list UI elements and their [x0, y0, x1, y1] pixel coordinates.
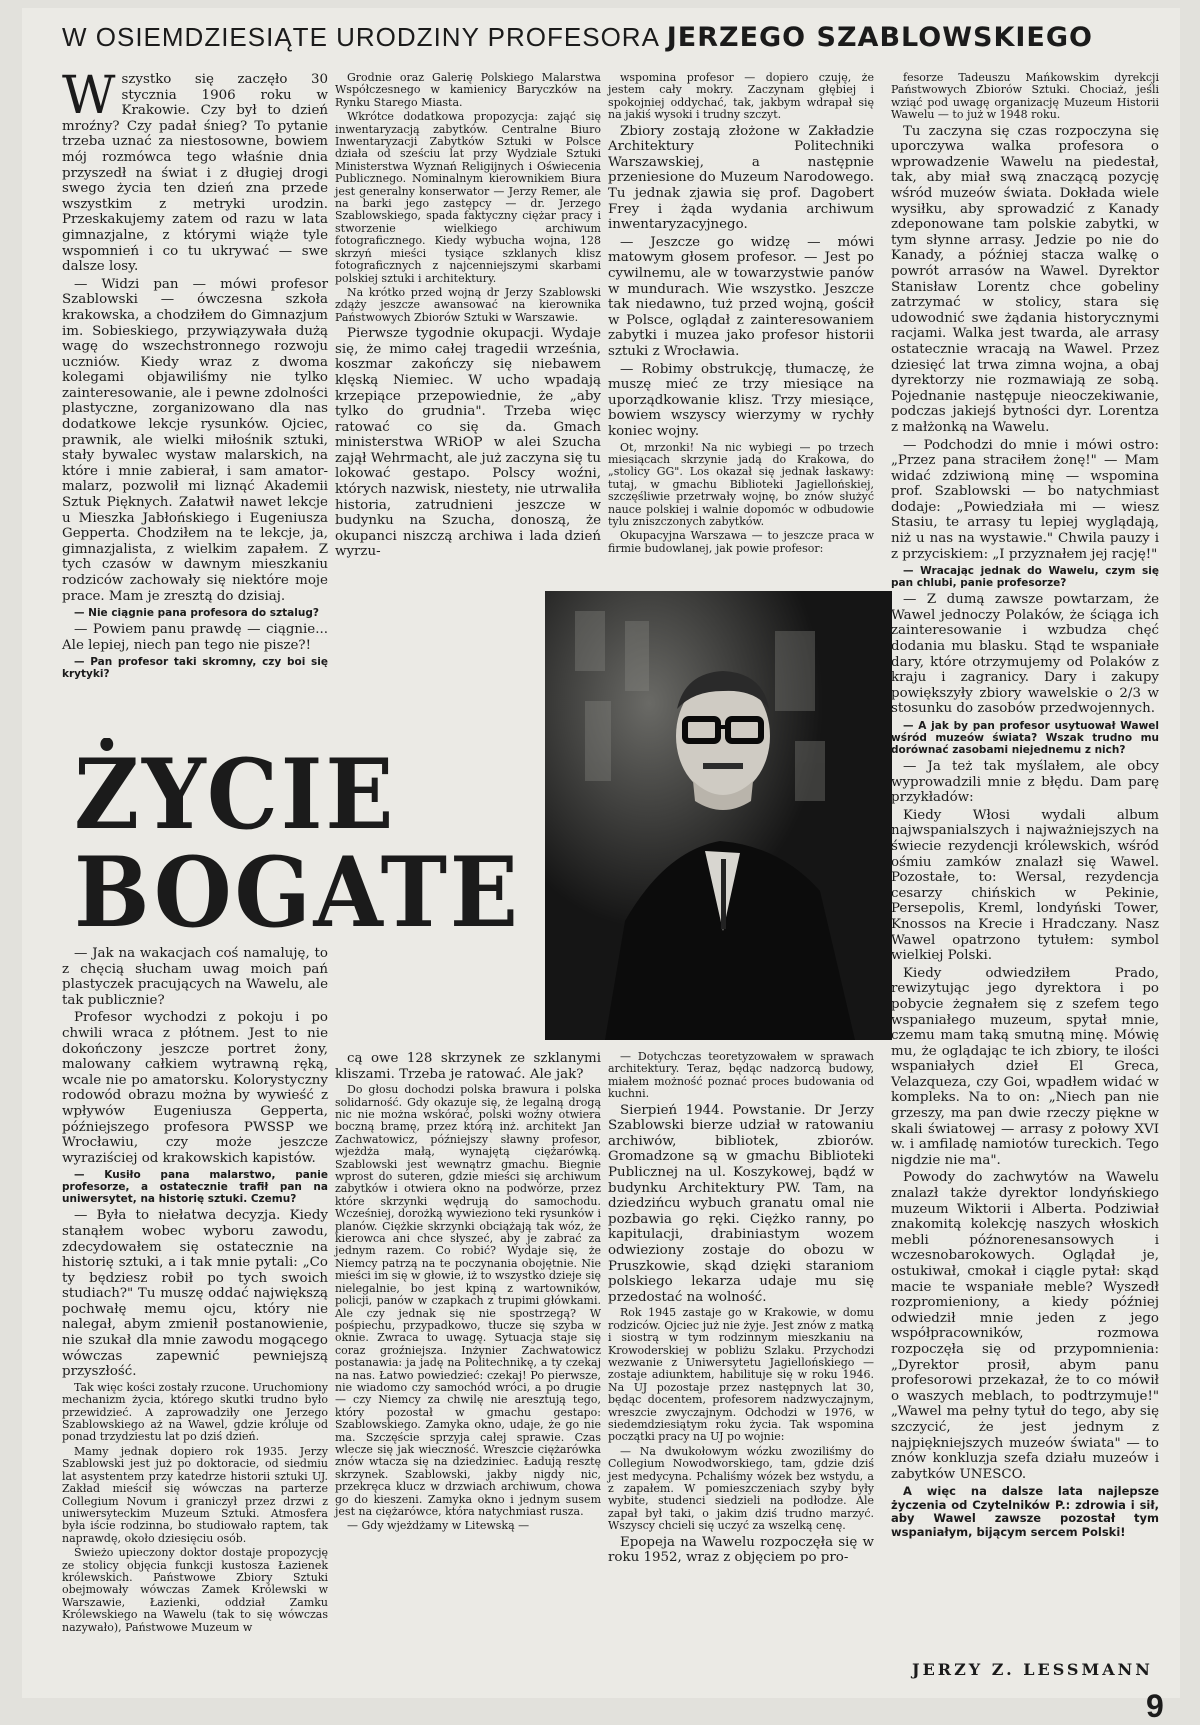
closing-wishes: A więc na dalsze lata najlepsze życzenia od Czytelników P.: zdrowia i sił, aby Wawel zawsze pozostał tym wspaniałym, bijącym sercem Polski!: [891, 1484, 1159, 1539]
interview-question: — A jak by pan profesor usytuował Wawel wśród muzeów świata? Wszak trudno mu dorównać zasobami niejednemu z nich?: [891, 720, 1159, 756]
paragraph: — Ja też tak myślałem, ale obcy wyprowadzili mnie z błędu. Dam parę przykładów:: [891, 759, 1159, 806]
title-line-1: ŻYCIE: [74, 738, 397, 851]
paragraph: — Robimy obstrukcję, tłumaczę, że muszę mieć ze trzy miesiące na uporządkowanie klisz. Trzy miesiące, bowiem wszyscy wierzymy w rychły koniec wojny.: [608, 361, 874, 439]
small-paragraph: Okupacyjna Warszawa — to jeszcze praca w firmie budowlanej, jak powie profesor:: [608, 529, 874, 555]
small-paragraph: — Na dwukołowym wózku zwoziliśmy do Collegium Nowodworskiego, tam, gdzie dziś jest medycyna. Pchaliśmy wózek bez wstydu, a z zapałem. W pomieszczeniach szyby były wybite, studenci siedzieli na podłodze. Ale zapał był taki, o jakim dziś trudno marzyć. Wszyscy chcieli się uczyć za wszelką cenę.: [608, 1444, 874, 1533]
paragraph: Kiedy Włosi wydali album najwspanialszych i najważniejszych na świecie rezydencji królewskich, wśród ośmiu zamków znalazł się Wawel. Pozostałe, to: Wersal, rezydencja cesarzy chińskich w Pekinie, Persepolis, Kreml, londyński Tower, Knossos na Krecie i Hradczany. Nasz Wawel opatrzono tytułem: symbol wielkiej Polski.: [891, 807, 1159, 964]
interview-question: — Wracając jednak do Wawelu, czym się pan chlubi, panie profesorze?: [891, 565, 1159, 590]
paragraph: — Jak na wakacjach coś namaluję, to z chęcią słucham uwag moich pań plastyczek pracujących na Wawelu, ale tak publicznie?: [62, 946, 328, 1008]
column-3-bottom: [608, 1051, 874, 1568]
paragraph: — Jeszcze go widzę — mówi matowym głosem profesor. — Jest po cywilnemu, ale w towarzystwie panów w mundurach. Wie wszystko. Jeszcze tak niedawno, tuż przed wojną, gościł w Polsce, oglądał z zainteresowaniem zabytki i muzea jako profesor historii sztuki z Wrocławia.: [608, 234, 874, 359]
small-paragraph: wspomina profesor — dopiero czuję, że jestem cały mokry. Zaczynam głębiej i spokojniej oddychać, tak, jakbym wdrapał się na jakiś wysoki i trudny szczyt.: [608, 71, 874, 122]
paragraph: — Z dumą zawsze powtarzam, że Wawel jednoczy Polaków, że ściąga ich zainteresowanie i wzbudza chęć dodania mu blasku. Stąd te wspaniałe dary, które otrzymujemy od Polaków z kraju i zagranicy. Dary i zakupy powiększyły zbiory wawelskie o 2/3 w stosunku do zasobów przedwojennych.: [891, 592, 1159, 717]
small-paragraph: Mamy jednak dopiero rok 1935. Jerzy Szablowski jest już po doktoracie, od siedmiu lat asystentem przy katedrze historii sztuki UJ. Zakład mieścił się wówczas na parterze Collegium Novum i graniczył przez drzwi z uniwersyteckim Muzeum Sztuki. Atmosfera była iście rodzinna, bo studiowało raptem, tak naprawdę, około dziesięciu osób.: [62, 1444, 328, 1545]
page-number: 9: [1146, 1688, 1164, 1724]
interview-question: — Nie ciągnie pana profesora do sztalug?: [74, 607, 319, 620]
portrait-illustration: [545, 591, 892, 1040]
paragraph: Sierpień 1944. Powstanie. Dr Jerzy Szablowski bierze udział w ratowaniu archiwów, bibliotek, zbiorów. Gromadzone są w gmachu Biblioteki Publicznej na ul. Koszykowej, bądź w budynku Architektury PW. Tam, na dziedzińcu wybuch granatu omal nie pozbawia go ręki. Ciężko ranny, po kapitulacji, drabiniastym wozem odwieziony zostaje do obozu w Pruszkowie, skąd dzięki staraniom polskiego lekarza udaje mu się przedostać na wolność.: [608, 1102, 874, 1305]
paragraph: Pierwsze tygodnie okupacji. Wydaje się, że mimo całej tragedii września, koszmar zakończy się niebawem klęską Niemiec. W ucho wpadają krzepiące przepowiednie, że „aby tylko do grudnia". Trzeba więc ratować co się da. Gmach ministerstwa WRiOP w alei Szucha zajął Wehrmacht, ale już zaczyna się tu lokować gestapo. Polscy woźni, których nazwisk, niestety, nie utrwaliła historia, zatrudnieni jeszcze w budynku na Szucha, donoszą, że okupanci niszczą archiwa i lada dzień wyrzu-: [335, 326, 601, 560]
paragraph: — Była to niełatwa decyzja. Kiedy stanąłem wobec wyboru zawodu, zdecydowałem się ostatecznie na historię sztuki, a i tak mnie pytali: „Co ty będziesz robił po tych swoich studiach?" Tu muszę oddać największą pochwałę memu ojcu, który nie nalegał, abym zmienił postanowienie, nie szukał dla mnie zawodu mogącego wówczas zapewnić pewniejszą przyszłość.: [62, 1208, 328, 1380]
paragraph: — Powiem panu prawdę — ciągnie... Ale lepiej, niech pan tego nie pisze?!: [62, 622, 328, 653]
column-4: [891, 72, 1159, 1542]
magazine-page: [22, 8, 1180, 1724]
small-paragraph: Wkrótce dodatkowa propozycja: zająć się inwentaryzacją zabytków. Centralne Biuro Inwentaryzacji Zabytków Sztuki w Polsce działa od sześciu lat przy Wydziale Sztuki Ministerstwa Wyznań Religijnych i Oświecenia Publicznego. Nominalnym kierownikiem Biura jest generalny konserwator — Jerzy Remer, ale na barki jego zastępcy — dr. Jerzego Szablowskiego, spada faktyczny ciężar pracy i stworzenie wielkiego archiwum fotograficznego. Kiedy wybucha wojna, 128 skrzyń mieści tysiące szklanych klisz fotograficznych z najcenniejszymi skarbami polskiej sztuki i architektury.: [335, 110, 601, 285]
small-paragraph: Świeżo upieczony doktor dostaje propozycję ze stolicy objęcia funkcji kustosza Łazienek królewskich. Państwowe Zbiory Sztuki obejmowały wówczas Zamek Królewski w Warszawie, Łazienki, oddział Zamku Królewskiego na Wawelu (tak to się wówczas nazywało), Państwowe Muzeum w: [62, 1546, 328, 1634]
small-paragraph: fesorze Tadeuszu Mańkowskim dyrekcji Państwowych Zbiorów Sztuki. Chociaż, jeśli wziąć pod uwagę organizację Muzeum Historii Wawelu — to już w 1948 roku.: [891, 71, 1159, 122]
title-line-2: BOGATE: [74, 836, 521, 949]
paragraph: — Widzi pan — mówi profesor Szablowski — ówczesna szkoła krakowska, a chodziłem do Gimnazjum im. Sobieskiego, przywiązywała dużą wagę do wszechstronnego rozwoju uczniów. Kiedy wraz z dwoma kolegami objawiliśmy nie tylko zainteresowanie, ale i pewne zdolności plastyczne, zorganizowano dla nas dodatkowe lekcje rysunków. Ojciec, prawnik, ale wielki miłośnik sztuki, stały bywalec wystaw malarskich, na które i mnie zabierał, i sam amator-malarz, pozwolił mi liznąć Akademii Sztuk Pięknych. Załatwił nawet lekcje u Mieszka Jabłońskiego i Eugeniusza Gepperta. Chodziłem na te lekcje, ja, gimnazjalista, z wielkim zapałem. Z tych czasów w dawnym mieszkaniu rodziców zachowały się niektóre moje prace. Mam je zresztą do dzisiaj.: [62, 276, 328, 604]
interview-question: — Kusiło pana malarstwo, panie profesorze, a ostatecznie trafił pan na uniwersytet, na historię sztuki. Czemu?: [62, 1169, 328, 1206]
small-paragraph: Do głosu dochodzi polska brawura i polska solidarność. Gdy okazuje się, że legalną drogą nic nie można wskórać, polski woźny otwiera boczną bramę, przez którą inż. architekt Jan Zachwatowicz, późniejszy sławny profesor, wjeżdża małą, wynajętą ciężarówką. Szablowski jest wewnątrz gmachu. Biegnie wprost do suteren, gdzie mieści się archiwum zabytków i otwiera okno na podwórze, przez które skrzynki wędrują do samochodu. Wcześniej, dorożką wywieziono teki rysunków i planów. Ciężkie skrzynki obciążają tak wóz, że kierowca ani chce słyszeć, aby je zabrać za jednym razem. Co robić? Wydaje się, że Niemcy patrzą na te poczynania obojętnie. Nie mieści im się w głowie, iż to wszystko dzieje się nielegalnie, bo jest kpiną z wartowników, policji, panów w czapkach z trupimi główkami. Ale czy jednak się nie spostrzegą? W pośpiechu, przypadkowo, tłucze się szyba w oknie. Zwraca to uwagę. Sytuacja staje się coraz groźniejsza. Inżynier Zachwatowicz postanawia: ja jadę na Politechnikę, a ty czekaj na nas. Łatwo powiedzieć: czekaj! Po pierwsze, nie wiadomo czy samochód wróci, a po drugie — czy Niemcy za chwilę nie aresztują tego, który pozostał w gmachu gestapo: Szablowskiego. Zamyka okno, udaje, że go nie ma. Szczęście sprzyja całej sprawie. Czas wlecze się jak wieczność. Wreszcie ciężarówka znów wtacza się na dziedziniec. Ładują resztę skrzynek. Szablowski, jakby nigdy nic, przekręca klucz w drzwiach archiwum, chowa go do kieszeni. Zamyka okno i jednym susem jest na ciężarówce, która natychmiast rusza.: [335, 1083, 601, 1518]
paragraph: Kiedy odwiedziłem Prado, rewizytując jego dyrektora i po pobycie żegnałem się z szefem tego wspaniałego muzeum, spytał mnie, czemu mam taką smutną minę. Mówię mu, że oglądając te ich zbiory, te ilości wspaniałych dzieł El Greca, Velazqueza, czy Goi, wpadłem widać w kompleks. Na to on: „Niech pan nie grzeszy, ma pan dwie rzeczy piękne w skali światowej — arrasy z połowy XVI w. i amfiladę namiotów tureckich. Tego nigdzie nie ma".: [891, 965, 1159, 1168]
author-byline: JERZY Z. LESSMANN: [912, 1660, 1153, 1679]
column-1-top: [62, 66, 328, 683]
header-prefix: W OSIEMDZIESIĄTE URODZINY PROFESORA: [62, 22, 659, 52]
paragraph: Zbiory zostają złożone w Zakładzie Architektury Politechniki Warszawskiej, a następnie przeniesione do Muzeum Narodowego. Tu jednak zjawia się prof. Dagobert Frey i żąda wydania archiwum inwentaryzacyjnego.: [608, 123, 874, 233]
column-2-bottom: [335, 1051, 601, 1535]
column-2-top: [335, 72, 601, 562]
paragraph: Powody do zachwytów na Wawelu znalazł także dyrektor londyńskiego muzeum Wiktorii i Alberta. Podziwiał znakomitą kolekcję naszych włoskich mebli późnorenesansowych i wczesnobarokowych. Oglądał je, ostukiwał, cmokał i ciągle pytał: skąd macie te wspaniałe meble? Wyszedł rozpromieniony, a kiedy później odwiedził mnie jeden z jego współpracowników, rozmowa rozpoczęła się od przypomnienia: „Dyrektor prosił, abym panu profesorowi przekazał, że to co mówił o waszych meblach, to podtrzymuje!" „Wawel ma pełny tytuł do tego, aby się szczycić, że jest jednym z najpiękniejszych muzeów świata" — to znów konkluzja szefa działu muzeów i zabytków UNESCO.: [891, 1170, 1159, 1482]
drop-cap: W: [62, 66, 116, 126]
small-paragraph: Tak więc kości zostały rzucone. Uruchomiony mechanizm życia, którego skutki trudno było przewidzieć. A zaprowadziły one Jerzego Szablowskiego aż na Wawel, gdzie króluje od ponad trzydziestu lat po dziś dzień.: [62, 1380, 328, 1444]
paragraph: Profesor wychodzi z pokoju i po chwili wraca z płótnem. Jest to nie dokończony jeszcze portret żony, malowany całkiem wytrawną ręką, wcale nie po amatorsku. Kolorystyczny rodowód obrazu można by wywieść z wpływów Eugeniusza Gepperta, późniejszego profesora PWSSP we Wrocławiu, czy może jeszcze wyraziściej od krakowskich kapistów.: [62, 1010, 328, 1166]
paragraph: cą owe 128 skrzynek ze szklanymi kliszami. Trzeba je ratować. Ale jak?: [335, 1051, 601, 1082]
page-header: [62, 22, 1180, 72]
article-title: [74, 738, 521, 949]
interview-question: — Pan profesor taki skromny, czy boi się krytyki?: [62, 656, 328, 681]
small-paragraph: Na krótko przed wojną dr Jerzy Szablowski zdąży jeszcze awansować na kierownika Państwowych Zbiorów Sztuki w Warszawie.: [335, 285, 601, 324]
portrait-photo: [545, 591, 892, 1040]
small-paragraph: Rok 1945 zastaje go w Krakowie, w domu rodziców. Ojciec już nie żyje. Jest znów z matką i siostrą w tym rodzinnym mieszkaniu na Krowoderskiej w pobliżu Szlaku. Przychodzi wezwanie z Uniwersytetu Jagiellońskiego — zostaje adiunktem, habilituje się w roku 1946. Na UJ pozostaje przez następnych lat 30, będąc docentem, profesorem nadzwyczajnym, wreszcie zwyczajnym. Odchodzi w 1976, w siedemdziesiątym roku życia. Tak wspomina początki pracy na UJ po wojnie:: [608, 1306, 874, 1444]
small-paragraph: Ot, mrzonki! Na nic wybiegi — po trzech miesiącach skrzynie jadą do Krakowa, do „stolicy GG". Los okazał się jednak łaskawy: tutaj, w gmachu Biblioteki Jagiellońskiej, szczęśliwie przetrwały wojnę, bo znów służyć nauce polskiej i walnie dopomóc w odbudowie tylu zniszczonych zabytków.: [608, 440, 874, 528]
small-paragraph: — Gdy wjeżdżamy w Litewską —: [347, 1519, 530, 1533]
header-name: JERZEGO SZABLOWSKIEGO: [666, 22, 1093, 53]
small-paragraph: Grodnie oraz Galerię Polskiego Malarstwa Współczesnego w kamienicy Baryczków na Rynku Starego Miasta.: [335, 71, 601, 109]
small-paragraph: — Dotychczas teoretyzowałem w sprawach architektury. Teraz, będąc nadzorcą budowy, miałem możność poznać proces budowania od kuchni.: [608, 1050, 874, 1101]
column-1-bottom: [62, 946, 328, 1636]
paragraph: szystko się zaczęło 30 stycznia 1906 roku w Krakowie. Czy był to dzień mroźny? Czy padał śnieg? To pytanie trzeba uznać za niestosowne, bowiem mój rozmówca tego właśnie dnia przyszedł na świat i z długiej drogi swego życia ten dzień zna przede wszystkim z metryki urodzin. Przeskakujemy zatem od razu w lata gimnazjalne, z którymi wiąże tyle wspomnień i co tu ukrywać — swe dalsze losy.: [62, 72, 328, 275]
paragraph: Tu zaczyna się czas rozpoczyna się uporczywa walka profesora o wprowadzenie Wawelu na piedestał, tak, aby miał swą znaczącą pozycję wśród muzeów świata. Dokłada wiele wysiłku, aby sprowadzić z Kanady zdeponowane tam polskie zabytki, w tym słynne arrasy. Jedzie po nie do Kanady, a później stacza walkę o powrót arrasów na Wawel. Dyrektor Stanisław Lorentz chce gobeliny zatrzymać w stolicy, stara się udowodnić swe żądania historycznymi racjami. Walka jest twarda, ale arrasy ostatecznie wracają na Wawel. Przez dziesięć lat trwa zimna wojna, a obaj dyrektorzy nie rozmawiają ze sobą. Pojednanie następuje nieoczekiwanie, podczas jakiejś bytności dyr. Lorentza z małżonką na Wawelu.: [891, 123, 1159, 435]
column-3-top: [608, 72, 874, 557]
paragraph: — Podchodzi do mnie i mówi ostro: „Przez pana straciłem żonę!" — Mam widać zdziwioną minę — wspomina prof. Szablowski — bo natychmiast dodaje: „Powiedziała mi — wiesz Stasiu, te arrasy tu lepiej wyglądają, niż u nas na wystawie." Chwila pauzy i z przyciskiem: „I przyznałem jej rację!": [891, 437, 1159, 562]
paragraph: Epopeja na Wawelu rozpoczęła się w roku 1952, wraz z objęciem po pro-: [608, 1534, 874, 1566]
